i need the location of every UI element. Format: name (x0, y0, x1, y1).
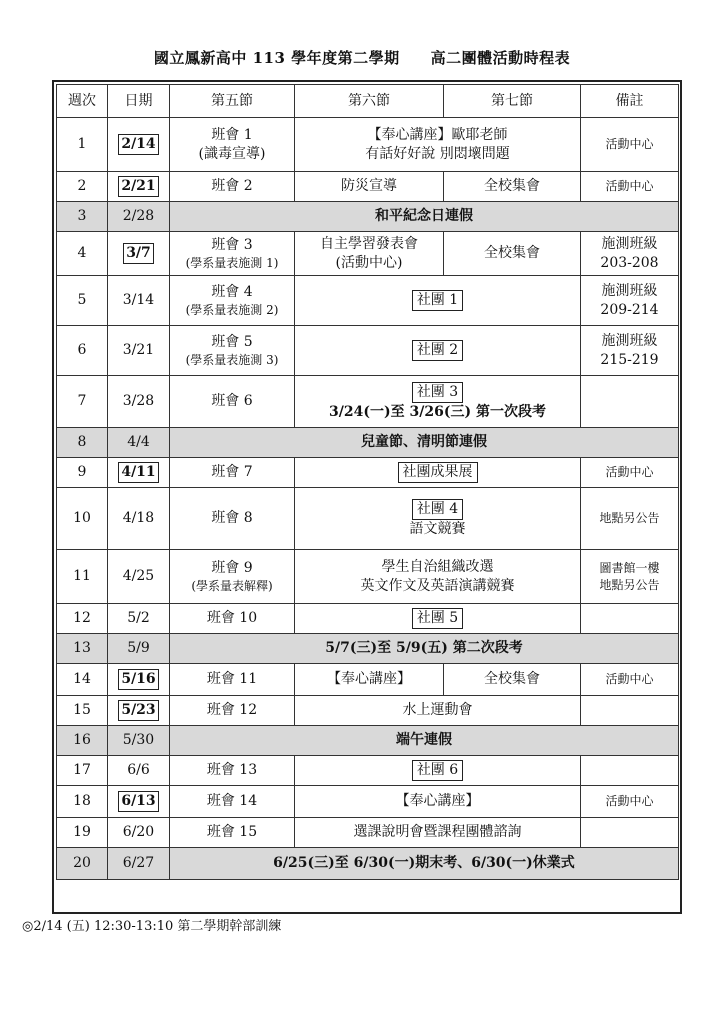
date-cell (108, 634, 170, 664)
period-5-text: 班會 10 (206, 610, 258, 627)
schedule-table (56, 84, 679, 880)
remark-cell (581, 786, 679, 818)
week-number: 2 (77, 178, 87, 195)
week-cell (57, 604, 108, 634)
date-value: 3/28 (122, 393, 155, 410)
week-cell (57, 786, 108, 818)
period-5-cell (170, 276, 295, 326)
period-6-7-line (295, 608, 580, 629)
period-6-7-line (295, 462, 580, 483)
period-5-text: 班會 7 (211, 464, 253, 481)
table-row (57, 726, 679, 756)
period-5-cell (170, 756, 295, 786)
remark-cell (581, 488, 679, 550)
period-6-7-subtext: 英文作文及英語演講競賽 (360, 577, 515, 594)
period-6-7-line (295, 823, 580, 842)
week-number: 13 (73, 640, 91, 657)
week-cell (57, 458, 108, 488)
date-cell (108, 696, 170, 726)
period-6-7-text: 選課說明會暨課程團體諮詢 (353, 824, 522, 841)
schedule-body (57, 118, 679, 880)
table-row (57, 326, 679, 376)
period-6-7-cell (295, 458, 581, 488)
period-5-cell (170, 550, 295, 604)
remark-subtext: 215-219 (600, 351, 659, 368)
holiday-cell (170, 634, 679, 664)
week-cell (57, 696, 108, 726)
period-6-subtext: (活動中心) (335, 254, 403, 271)
week-cell (57, 276, 108, 326)
period-6-text: 防災宣導 (341, 178, 397, 195)
date-cell (108, 276, 170, 326)
date-value: 5/9 (127, 640, 150, 657)
week-number: 5 (77, 292, 87, 309)
period-6-7-text: 【奉心講座】歐耶老師 (367, 126, 508, 143)
period-6-text: 【奉心講座】 (327, 671, 411, 688)
week-cell (57, 488, 108, 550)
period-6-7-text: 社團 2 (412, 340, 463, 361)
period-5-text: 班會 9 (211, 559, 253, 576)
period-7-cell (444, 232, 581, 276)
period-5-text: 班會 1 (211, 126, 253, 143)
remark-cell (581, 276, 679, 326)
date-value: 4/4 (127, 434, 150, 451)
week-number: 15 (73, 702, 91, 719)
table-row (57, 756, 679, 786)
week-number: 4 (77, 245, 87, 262)
date-cell (108, 786, 170, 818)
header-date: 日期 (108, 85, 170, 118)
period-5-subtext: (學系量表施測 2) (185, 302, 279, 317)
period-6-cell (295, 232, 444, 276)
period-5-subtext: (學系量表解釋) (191, 578, 273, 593)
table-row (57, 786, 679, 818)
week-number: 3 (77, 208, 87, 225)
period-6-cell (295, 664, 444, 696)
date-value: 6/13 (118, 791, 158, 812)
date-cell (108, 232, 170, 276)
remark-text: 活動中心 (605, 672, 654, 687)
period-6-7-text: 社團成果展 (398, 462, 478, 483)
date-value: 3/14 (122, 292, 155, 309)
period-5-cell (170, 604, 295, 634)
period-6-7-cell (295, 818, 581, 848)
period-6-7-subtext: 語文競賽 (409, 520, 466, 537)
holiday-text: 6/25(三)至 6/30(一)期末考、6/30(一)休業式 (273, 855, 575, 872)
remark-text: 施測班級 (601, 235, 658, 252)
period-7-text: 全校集會 (484, 178, 540, 195)
period-5-cell (170, 696, 295, 726)
period-6-7-text: 社團 6 (412, 760, 463, 781)
remark-cell (581, 458, 679, 488)
period-6-7-text: 社團 3 (412, 382, 463, 403)
table-row (57, 118, 679, 172)
period-5-cell (170, 786, 295, 818)
date-cell (108, 604, 170, 634)
period-5-cell (170, 458, 295, 488)
remark-cell (581, 818, 679, 848)
table-row (57, 488, 679, 550)
remark-text: 施測班級 (601, 332, 658, 349)
holiday-cell (170, 202, 679, 232)
period-6-7-line (295, 499, 580, 520)
period-6-text: 自主學習發表會 (320, 235, 418, 252)
week-cell (57, 550, 108, 604)
table-row (57, 696, 679, 726)
date-cell (108, 118, 170, 172)
header-week: 週次 (57, 85, 108, 118)
week-number: 10 (73, 510, 91, 527)
period-6-7-cell (295, 756, 581, 786)
period-6-cell (295, 172, 444, 202)
period-5-subtext: (學系量表施測 1) (185, 255, 279, 270)
period-5-text: 班會 4 (211, 283, 253, 300)
period-6-7-text: 學生自治組織改選 (381, 558, 494, 575)
remark-cell (581, 376, 679, 428)
date-cell (108, 664, 170, 696)
date-cell (108, 818, 170, 848)
table-row (57, 172, 679, 202)
table-row (57, 276, 679, 326)
table-row (57, 458, 679, 488)
week-number: 16 (73, 732, 91, 749)
week-cell (57, 376, 108, 428)
date-cell (108, 376, 170, 428)
holiday-cell (170, 848, 679, 880)
week-cell (57, 634, 108, 664)
date-value: 4/11 (118, 462, 158, 483)
remark-text: 圖書館一樓 (599, 561, 660, 576)
date-cell (108, 550, 170, 604)
date-value: 5/23 (118, 700, 158, 721)
week-cell (57, 756, 108, 786)
period-5-text: 班會 5 (211, 333, 253, 350)
period-6-7-text: 水上運動會 (402, 702, 473, 719)
table-row (57, 376, 679, 428)
period-6-7-cell (295, 604, 581, 634)
week-number: 1 (77, 136, 87, 153)
week-cell (57, 664, 108, 696)
table-row (57, 818, 679, 848)
date-value: 4/18 (122, 510, 155, 527)
date-cell (108, 488, 170, 550)
date-value: 3/21 (122, 342, 155, 359)
remark-subtext: 地點另公告 (599, 577, 660, 592)
date-cell (108, 726, 170, 756)
period-6-7-text: 社團 4 (412, 499, 463, 520)
period-6-7-cell (295, 326, 581, 376)
table-row (57, 634, 679, 664)
footnote: ◎2/14 (五) 12:30-13:10 第二學期幹部訓練 (22, 919, 282, 934)
week-number: 11 (73, 568, 91, 585)
remark-text: 地點另公告 (599, 511, 660, 526)
period-5-text: 班會 2 (211, 178, 253, 195)
week-number: 12 (73, 610, 91, 627)
week-number: 9 (77, 464, 87, 481)
week-number: 19 (73, 824, 91, 841)
table-row (57, 604, 679, 634)
week-number: 7 (77, 393, 87, 410)
week-number: 17 (73, 762, 91, 779)
period-5-text: 班會 11 (206, 671, 258, 688)
week-number: 6 (77, 342, 87, 359)
period-6-7-cell (295, 276, 581, 326)
period-5-text: 班會 3 (211, 236, 253, 253)
week-cell (57, 118, 108, 172)
period-6-7-line (295, 382, 580, 403)
table-row (57, 202, 679, 232)
remark-text: 活動中心 (605, 465, 654, 480)
date-cell (108, 326, 170, 376)
period-7-cell (444, 664, 581, 696)
table-row (57, 550, 679, 604)
remark-text: 活動中心 (605, 179, 654, 194)
remark-cell (581, 118, 679, 172)
period-5-text: 班會 15 (206, 824, 258, 841)
remark-cell (581, 232, 679, 276)
period-6-7-line (295, 290, 580, 311)
date-cell (108, 848, 170, 880)
holiday-text: 和平紀念日連假 (375, 208, 473, 225)
period-5-cell (170, 118, 295, 172)
table-row (57, 232, 679, 276)
date-value: 5/2 (127, 610, 150, 627)
period-6-7-cell (295, 696, 581, 726)
date-cell (108, 756, 170, 786)
holiday-text: 兒童節、清明節連假 (361, 434, 487, 451)
week-number: 18 (73, 793, 91, 810)
period-5-text: 班會 8 (211, 510, 253, 527)
remark-cell (581, 172, 679, 202)
header-remark: 備註 (581, 85, 679, 118)
period-5-cell (170, 172, 295, 202)
holiday-cell (170, 428, 679, 458)
date-value: 5/16 (118, 669, 158, 690)
period-6-7-line (295, 760, 580, 781)
date-value: 6/20 (122, 824, 155, 841)
remark-text: 活動中心 (605, 794, 654, 809)
remark-cell (581, 756, 679, 786)
period-6-7-text: 【奉心講座】 (395, 793, 480, 810)
header-period-7: 第七節 (444, 85, 581, 118)
period-6-7-line (295, 340, 580, 361)
week-cell (57, 818, 108, 848)
period-6-7-text: 社團 5 (412, 608, 463, 629)
header-period-6: 第六節 (295, 85, 444, 118)
remark-text: 施測班級 (601, 282, 658, 299)
week-number: 14 (73, 671, 91, 688)
date-value: 2/21 (118, 176, 158, 197)
period-6-7-text: 社團 1 (412, 290, 463, 311)
remark-cell (581, 326, 679, 376)
period-6-7-cell (295, 118, 581, 172)
date-cell (108, 428, 170, 458)
page-title: 國立鳳新高中 113 學年度第二學期 高二團體活動時程表 (153, 49, 571, 67)
week-cell (57, 428, 108, 458)
period-5-subtext: (識毒宣導) (198, 145, 266, 162)
remark-cell (581, 550, 679, 604)
period-7-text: 全校集會 (484, 671, 540, 688)
date-value: 4/25 (122, 568, 155, 585)
week-cell (57, 172, 108, 202)
holiday-text: 5/7(三)至 5/9(五) 第二次段考 (325, 640, 523, 657)
date-value: 5/30 (122, 732, 155, 749)
table-row (57, 428, 679, 458)
period-7-cell (444, 172, 581, 202)
date-value: 2/28 (122, 208, 155, 225)
period-5-cell (170, 326, 295, 376)
period-5-text: 班會 6 (211, 393, 253, 410)
table-row (57, 848, 679, 880)
period-5-cell (170, 232, 295, 276)
period-5-cell (170, 488, 295, 550)
period-6-7-line (295, 701, 580, 720)
period-6-7-subtext: 有話好好說 別悶壞問題 (365, 145, 510, 162)
date-cell (108, 202, 170, 232)
period-6-7-cell (295, 376, 581, 428)
date-value: 6/27 (122, 855, 155, 872)
header-period-5: 第五節 (170, 85, 295, 118)
table-row (57, 664, 679, 696)
period-5-subtext: (學系量表施測 3) (185, 352, 279, 367)
date-value: 3/7 (123, 243, 154, 264)
period-5-cell (170, 664, 295, 696)
period-5-text: 班會 13 (206, 762, 258, 779)
date-value: 6/6 (127, 762, 150, 779)
period-6-7-cell (295, 550, 581, 604)
week-number: 20 (73, 855, 91, 872)
holiday-text: 端午連假 (396, 732, 452, 749)
header-row (57, 85, 679, 118)
remark-text: 活動中心 (605, 137, 654, 152)
remark-subtext: 209-214 (600, 301, 659, 318)
week-number: 8 (77, 434, 87, 451)
period-6-7-cell (295, 488, 581, 550)
date-cell (108, 458, 170, 488)
period-6-7-cell (295, 786, 581, 818)
remark-cell (581, 604, 679, 634)
period-6-7-line (295, 126, 580, 145)
remark-subtext: 203-208 (600, 254, 659, 271)
remark-cell (581, 696, 679, 726)
date-cell (108, 172, 170, 202)
period-5-cell (170, 376, 295, 428)
week-cell (57, 232, 108, 276)
period-5-text: 班會 14 (206, 793, 258, 810)
period-6-7-line (295, 558, 580, 577)
week-cell (57, 848, 108, 880)
period-5-cell (170, 818, 295, 848)
remark-cell (581, 664, 679, 696)
period-6-7-line (295, 792, 580, 811)
week-cell (57, 326, 108, 376)
week-cell (57, 726, 108, 756)
week-cell (57, 202, 108, 232)
date-value: 2/14 (118, 134, 158, 155)
period-5-text: 班會 12 (206, 702, 258, 719)
period-6-7-subtext: 3/24(一)至 3/26(三) 第一次段考 (329, 403, 546, 420)
holiday-cell (170, 726, 679, 756)
period-7-text: 全校集會 (484, 245, 540, 262)
